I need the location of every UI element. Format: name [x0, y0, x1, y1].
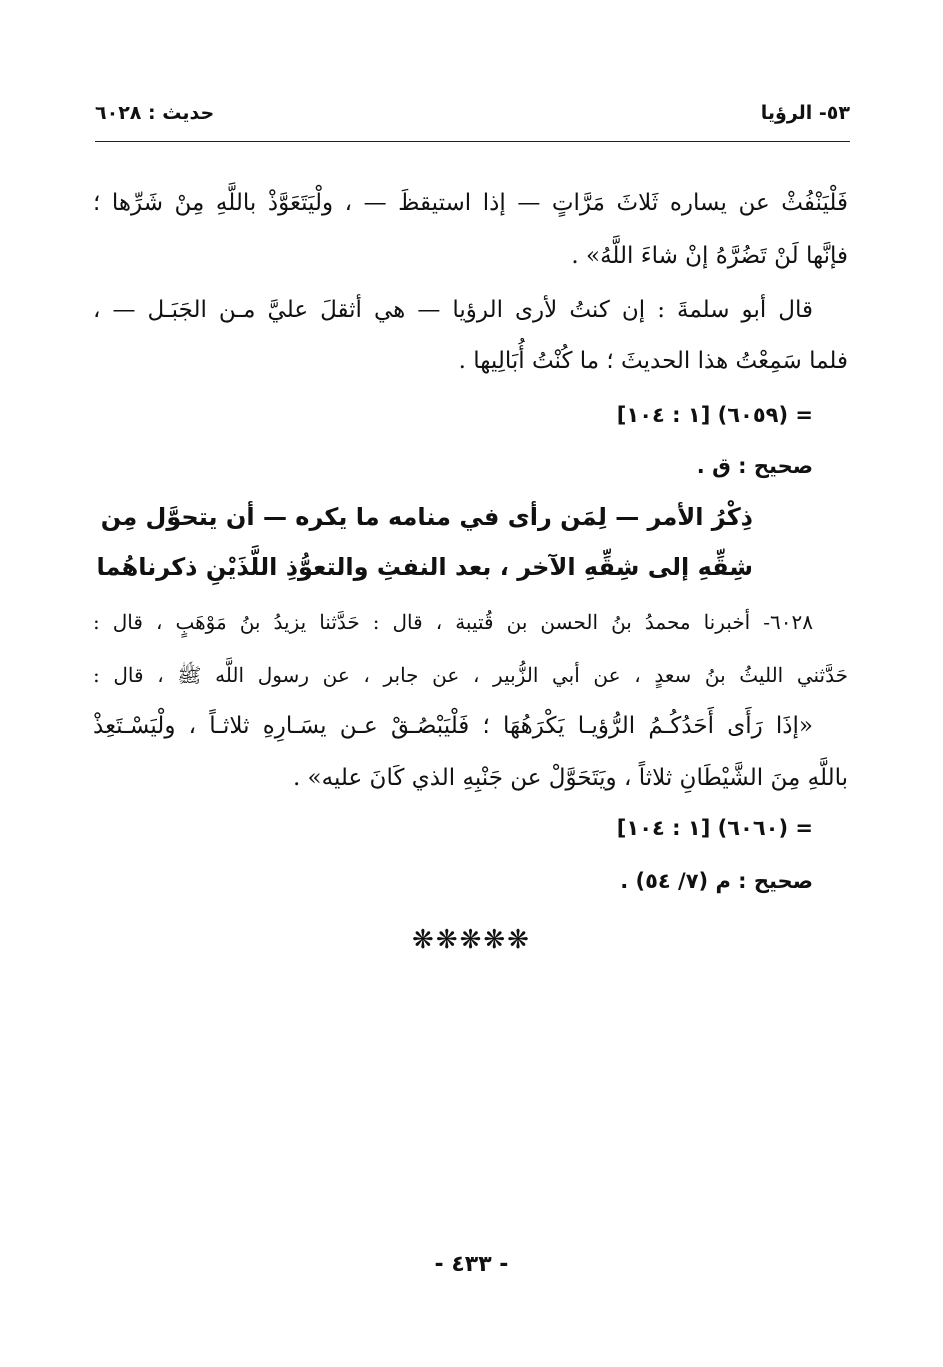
text-line: قال أبو سلمةَ : إن كنتُ لأرى الرؤيا — هي أثقلَ عليَّ مـن الجَبَـل — ،	[93, 297, 813, 323]
grading: صحيح : ق .	[696, 454, 813, 478]
running-header	[95, 96, 850, 136]
text-line: فإنَّها لَنْ تَضُرَّهُ إنْ شاءَ اللَّهُ» .	[571, 243, 848, 269]
page-number: - ٤٣٣ -	[434, 1252, 509, 1277]
header-divider	[95, 141, 850, 142]
cross-reference: = (٦٠٥٩) [١ : ١٠٤]	[616, 403, 813, 427]
matn-line: «إذَا رَأَى أَحَدُكُـمُ الرُّؤيـا يَكْرَهُهَا ؛ فَلْيَبْصُـقْ عـن يسَـارِهِ ثلاثـاً ، ولْيَسْـتَعِذْ	[93, 713, 813, 739]
section-heading-line: شِقِّهِ إلى شِقِّهِ الآخر ، بعد النفثِ والتعوُّذِ اللَّذَيْنِ ذكرناهُما	[96, 553, 753, 581]
section-heading-line: ذِكْرُ الأمر — لِمَن رأى في منامه ما يكره — أن يتحوَّل مِن	[100, 503, 753, 531]
hadith-reference: حديث : ٦٠٢٨	[95, 102, 215, 124]
matn-line: باللَّهِ مِنَ الشَّيْطَانِ ثلاثاً ، ويَتَحَوَّلْ عن جَنْبِهِ الذي كَانَ عليه» .	[292, 765, 848, 791]
isnad-line: حَدَّثني الليثُ بنُ سعدٍ ، عن أبي الزُّبير ، عن جابر ، عن رسول اللَّه ﷺ ، قال :	[93, 663, 848, 687]
chapter-title: ٥٣- الرؤيا	[760, 102, 850, 124]
section-divider-stars: ❋❋❋❋❋	[412, 925, 531, 955]
grading: صحيح : م (٧/ ٥٤) .	[620, 869, 813, 893]
text-line: فلما سَمِعْتُ هذا الحديثَ ؛ ما كُنْتُ أُبَالِيها .	[458, 348, 848, 374]
cross-reference: = (٦٠٦٠) [١ : ١٠٤]	[616, 816, 813, 840]
isnad-line: ٦٠٢٨- أخبرنا محمدُ بنُ الحسن بن قُتيبة ، قال : حَدَّثنا يزيدُ بنُ مَوْهَبٍ ، قال :	[93, 610, 813, 634]
text-line: فَلْيَنْفُثْ عن يساره ثَلاثَ مَرَّاتٍ — إذا استيقظَ — ، ولْيَتَعَوَّذْ باللَّهِ مِنْ شَرِّها ؛	[93, 190, 848, 216]
